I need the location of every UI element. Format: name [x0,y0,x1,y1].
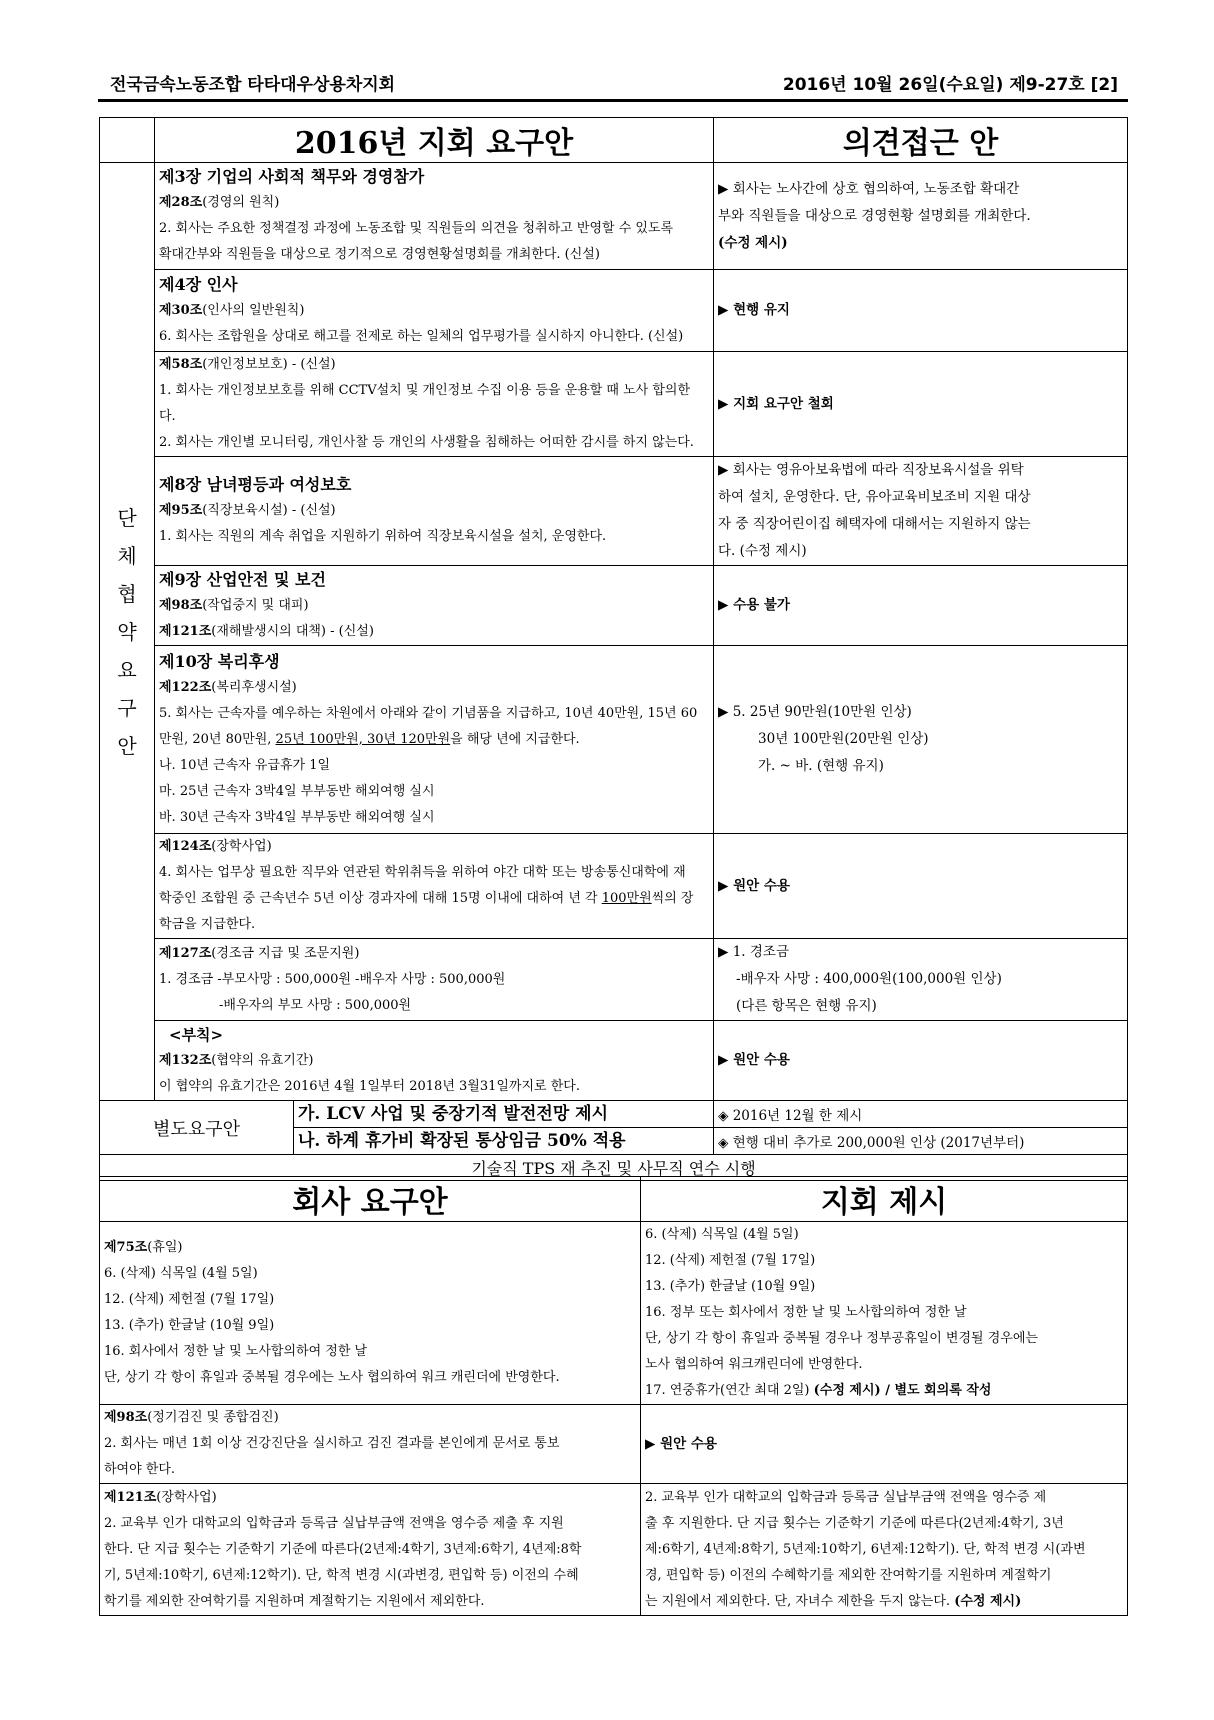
company-demand-art121: 제121조(장학사업) 2. 교육부 인가 대학교의 입학금과 등록금 실납부금액 전액을 영수증 제출 후 지원 한다. 단 지급 횟수는 기준학기 기준에 따른다(2년제:4학기, 3년제:6학기, 4년제:8학 기, 5년제:10학기, 6년제:12학기). 단, 학적 변경 시(과변경, 편입학 등) 이전의 수혜 학기를 제외한 잔여학기를 지원하며 계절학기는 지원에서 제외한다. [100,1484,641,1616]
union-name: 전국금속노동조합 타타대우상용차지회 [110,75,396,95]
separate-demand-item: 가. LCV 사업 및 중장기적 발전전망 제시 [294,1101,714,1128]
demand-art122: 제10장 복리후생 제122조(복리후생시설) 5. 회사는 근속자를 예우하는 차원에서 아래와 같이 기념품을 지급하고, 10년 40만원, 15년 60 만원, 20년 80만원, 25년 100만원, 30년 120만원을 해당 년에 지급한다. 나. 10년 근속자 유급휴가 1일 마. 25년 근속자 3박4일 부부동반 해외여행 실시 바. 30년 근속자 3박4일 부부동반 해외여행 실시 [155,646,714,834]
company-demand-art75: 제75조(휴일) 6. (삭제) 식목일 (4월 5일) 12. (삭제) 제헌절 (7월 17일) 13. (추가) 한글날 (10월 9일) 16. 회사에서 정한 날 및 노사합의하여 정한 날 단, 상기 각 항이 휴일과 중복될 경우에는 노사 협의하여 워크 캐린더에 반영한다. [100,1222,641,1405]
response-art132: ▶ 원안 수용 [714,1021,1128,1101]
union-proposal-art121: 2. 교육부 인가 대학교의 입학금과 등록금 실납부금액 전액을 영수증 제 출 후 지원한다. 단 지급 횟수는 기준학기 기준에 따른다(2년제:4학기, 3년 제:6학기, 4년제:8학기, 5년제:10학기, 6년제:12학기). 단, 학적 변경 시(과변 경, 편입학 등) 이전의 수혜학기를 제외한 잔여학기를 지원하며 계절학기 는 지원에서 제외한다. 단, 자녀수 제한을 두지 않는다. (수정 제시) [641,1484,1128,1616]
table-2016-demands [99,117,1128,1181]
col-header-company: 회사 요구안 [100,1177,641,1222]
demand-art30: 제4장 인사 제30조(인사의 일반원칙) 6. 회사는 조합원을 상대로 해고를 전제로 하는 일체의 업무평가를 실시하지 아니한다. (신설) [155,270,714,352]
response-art122: ▶ 5. 25년 90만원(10만원 인상) 30년 100만원(20만원 인상) 가. ~ 바. (현행 유지) [714,646,1128,834]
response-art30: ▶ 현행 유지 [714,270,1128,352]
chapter-title: 제3장 기업의 사회적 책무와 경영참가 [159,167,425,186]
response-art58: ▶ 지회 요구안 철회 [714,352,1128,457]
footer-note: 기술직 TPS 재 추진 및 사무직 연수 시행 [100,1155,1128,1181]
page-header [98,66,1128,102]
response-art124: ▶ 원안 수용 [714,834,1128,939]
demand-art98-121: 제9장 산업안전 및 보건 제98조(작업중지 및 대피) 제121조(재해발생시의 대책) - (신설) [155,566,714,646]
demand-art132: <부칙> 제132조(협약의 유효기간) 이 협약의 유효기간은 2016년 4월 1일부터 2018년 3월31일까지로 한다. [155,1021,714,1101]
col-header-agreement: 의견접근 안 [714,118,1128,163]
response-art95: ▶ 회사는 영유아보육법에 따라 직장보육시설을 위탁 하여 설치, 운영한다. 단, 유아교육비보조비 지원 대상 자 중 직장어린이집 혜택자에 대해서는 지원하지 않는 다. (수정 제시) [714,457,1128,566]
union-proposal-art98: ▶ 원안 수용 [641,1405,1128,1484]
side-label-collective-agreement: 단 체 협 약 요 구 안 [100,163,155,1101]
table-company-demands [99,1176,1128,1616]
demand-art124: 제124조(장학사업) 4. 회사는 업무상 필요한 직무와 연관된 학위취득을 위하여 야간 대학 또는 방송통신대학에 재 학중인 조합원 중 근속년수 5년 이상 경과자에 대해 15명 이내에 대하여 년 각 100만원씩의 장 학금을 지급한다. [155,834,714,939]
response-art98-121: ▶ 수용 불가 [714,566,1128,646]
separate-demand-response: ◈ 현행 대비 추가로 200,000원 인상 (2017년부터) [714,1128,1128,1155]
union-proposal-art75: 6. (삭제) 식목일 (4월 5일) 12. (삭제) 제헌절 (7월 17일) 13. (추가) 한글날 (10월 9일) 16. 정부 또는 회사에서 정한 날 및 노사합의하여 정한 날 단, 상기 각 항이 휴일과 중복될 경우나 정부공휴일이 변경될 경우에는 노사 협의하여 워크캐린더에 반영한다. 17. 연중휴가(연간 최대 2일) (수정 제시) / 별도 회의록 작성 [641,1222,1128,1405]
demand-art58: 제58조(개인정보보호) - (신설) 1. 회사는 개인정보보호를 위해 CCTV설치 및 개인정보 수집 이용 등을 운용할 때 노사 합의한 다. 2. 회사는 개인별 모니터링, 개인사찰 등 개인의 사생활을 침해하는 어떠한 감시를 하지 않는다. [155,352,714,457]
response-art127: ▶ 1. 경조금 -배우자 사망 : 400,000원(100,000원 인상) (다른 항목은 현행 유지) [714,939,1128,1021]
col-header-union: 지회 제시 [641,1177,1128,1222]
separate-demand-item: 나. 하계 휴가비 확장된 통상임금 50% 적용 [294,1128,714,1155]
article-number: 제28조 [159,195,203,210]
col-header-demands: 2016년 지회 요구안 [155,118,714,163]
corner-cell [100,118,155,163]
separate-demand-response: ◈ 2016년 12월 한 제시 [714,1101,1128,1128]
demand-art28: 제3장 기업의 사회적 책무와 경영참가 제28조(경영의 원칙) 2. 회사는 주요한 정책결정 과정에 노동조합 및 직원들의 의견을 청취하고 반영할 수 있도록 확대간부와 직원들을 대상으로 정기적으로 경영현황설명회를 개최한다. (신설) [155,163,714,270]
response-art28: ▶ 회사는 노사간에 상호 협의하여, 노동조합 확대간 부와 직원들을 대상으로 경영현황 설명회를 개최한다. (수정 제시) [714,163,1128,270]
issue-info: 2016년 10월 26일(수요일) 제9-27호 [2] [782,75,1118,95]
separate-demands-label: 별도요구안 [100,1101,294,1155]
company-demand-art98: 제98조(정기검진 및 종합검진) 2. 회사는 매년 1회 이상 건강진단을 실시하고 검진 결과를 본인에게 문서로 통보 하여야 한다. [100,1405,641,1484]
demand-art95: 제8장 남녀평등과 여성보호 제95조(직장보육시설) - (신설) 1. 회사는 직원의 계속 취업을 지원하기 위하여 직장보육시설을 설치, 운영한다. [155,457,714,566]
demand-art127: 제127조(경조금 지급 및 조문지원) 1. 경조금 -부모사망 : 500,000원 -배우자 사망 : 500,000원 -배우자의 부모 사망 : 500,000원 [155,939,714,1021]
